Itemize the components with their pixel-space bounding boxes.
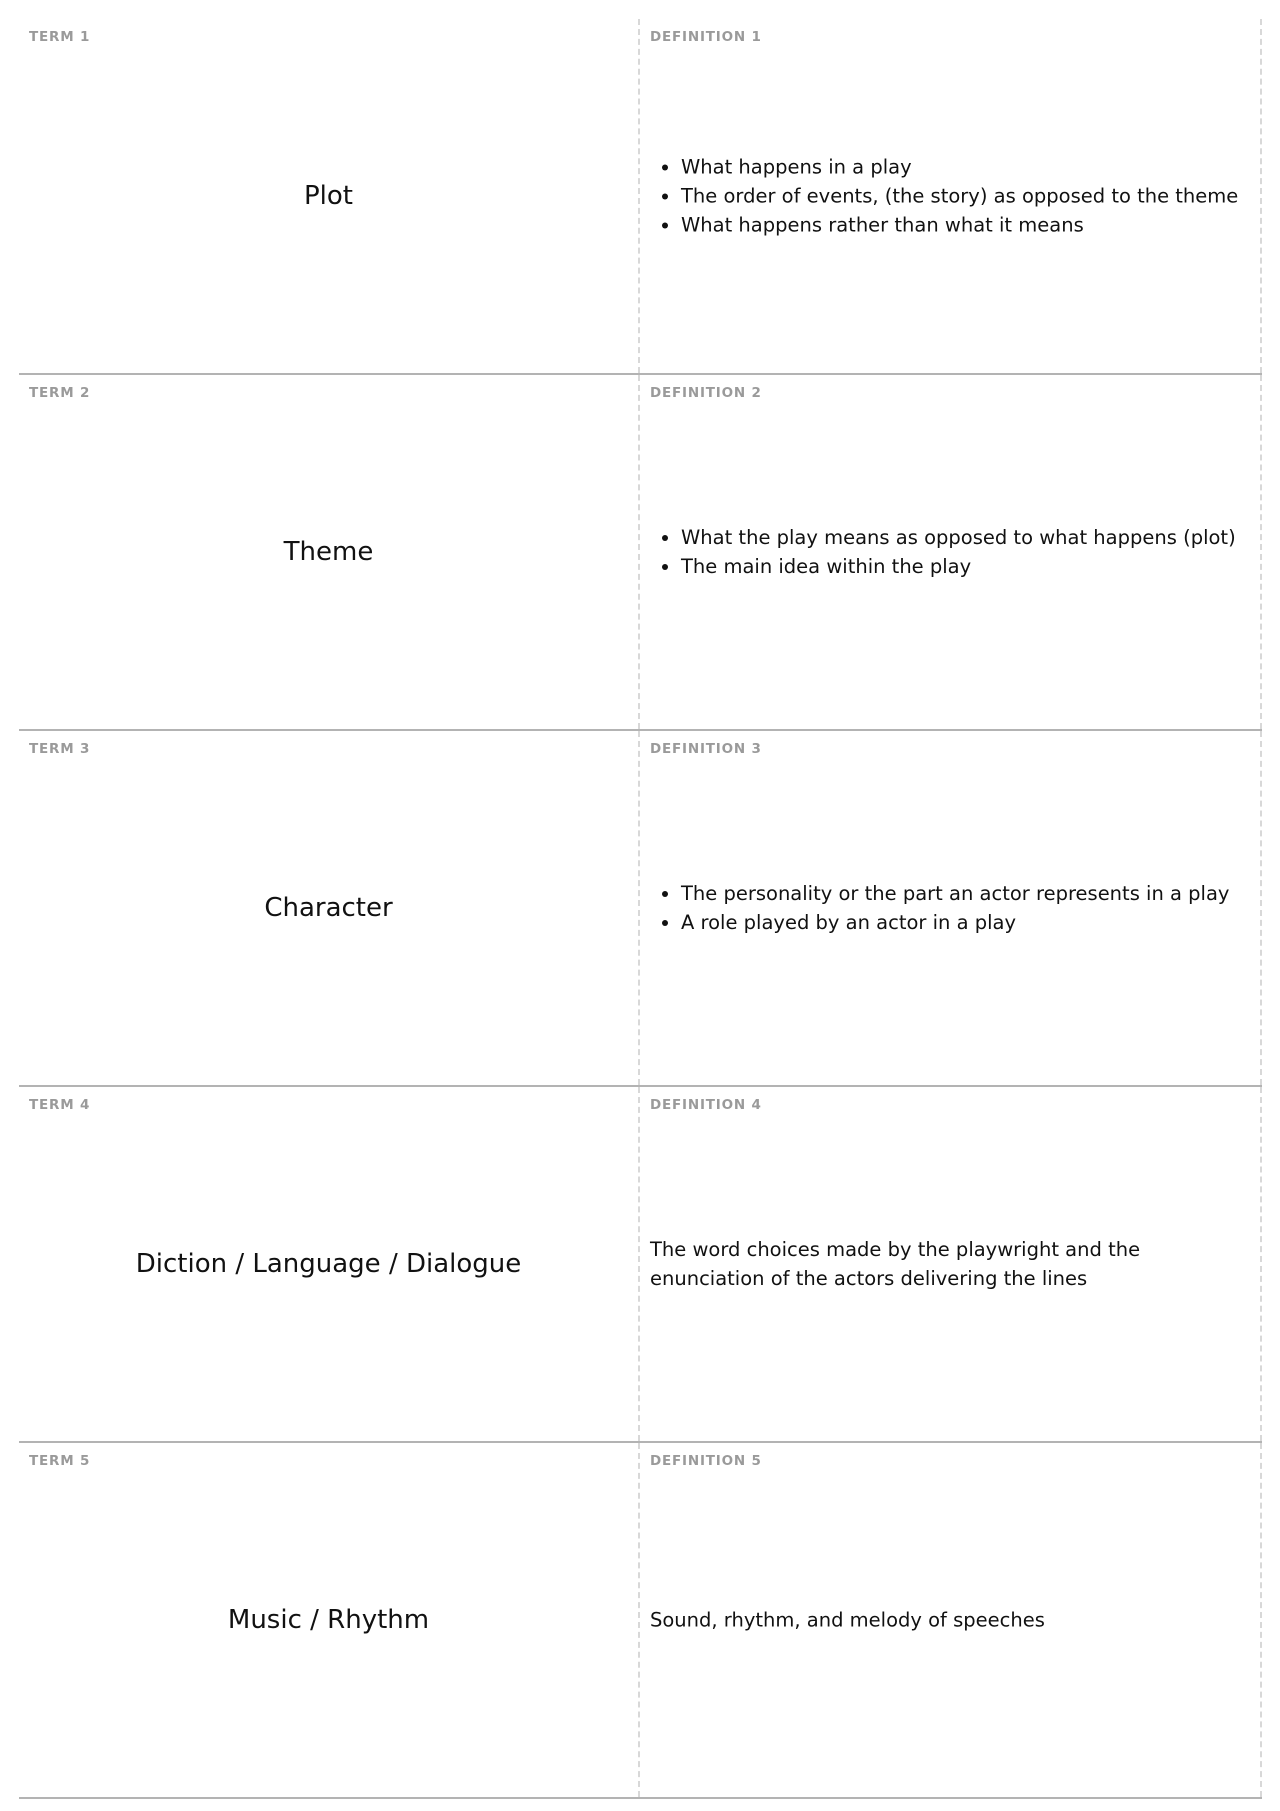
definition-list	[650, 523, 1250, 581]
definition-bullet: • What happens in a play	[681, 153, 1250, 182]
term-text: Character	[264, 893, 393, 923]
definition-cell	[640, 1443, 1262, 1797]
definition-cell	[640, 375, 1262, 729]
definition-content	[650, 1235, 1250, 1293]
term-text: Theme	[283, 537, 374, 567]
term-cell	[19, 19, 640, 373]
definition-text: The word choices made by the playwright and the enunciation of the actors delivering the lines	[650, 1238, 1141, 1290]
definition-bullet: • The order of events, (the story) as opposed to the theme	[681, 182, 1250, 211]
definition-bullet: • What the play means as opposed to what happens (plot)	[681, 523, 1250, 552]
definition-cell	[640, 19, 1262, 373]
definition-content	[650, 879, 1250, 937]
flashcard-row	[19, 1443, 1262, 1799]
definition-text: Sound, rhythm, and melody of speeches	[650, 1608, 1045, 1632]
definition-content	[650, 153, 1250, 240]
term-text: Music / Rhythm	[227, 1605, 430, 1635]
term-cell	[19, 375, 640, 729]
definition-bullet: • The main idea within the play	[681, 552, 1250, 581]
definition-label: DEFINITION 2	[650, 385, 762, 401]
flashcard-row	[19, 731, 1262, 1087]
term-cell	[19, 731, 640, 1085]
flashcard-row	[19, 375, 1262, 731]
definition-label: DEFINITION 3	[650, 741, 762, 757]
flashcard-row	[19, 19, 1262, 375]
term-label: TERM 5	[29, 1453, 91, 1469]
definition-cell	[640, 1087, 1262, 1441]
term-label: TERM 1	[29, 29, 91, 45]
term-cell	[19, 1087, 640, 1441]
definition-content	[650, 1606, 1250, 1635]
definition-bullet: • What happens rather than what it means	[681, 211, 1250, 240]
definition-bullet: • The personality or the part an actor represents in a play	[681, 879, 1250, 908]
term-label: TERM 3	[29, 741, 91, 757]
flashcard-row	[19, 1087, 1262, 1443]
definition-cell	[640, 731, 1262, 1085]
term-label: TERM 4	[29, 1097, 91, 1113]
definition-label: DEFINITION 4	[650, 1097, 762, 1113]
definition-bullet: • A role played by an actor in a play	[681, 908, 1250, 937]
flashcard-sheet	[19, 19, 1262, 1793]
definition-list	[650, 153, 1250, 240]
definition-content	[650, 523, 1250, 581]
definition-label: DEFINITION 1	[650, 29, 762, 45]
term-cell	[19, 1443, 640, 1797]
term-label: TERM 2	[29, 385, 91, 401]
term-text: Diction / Language / Dialogue	[135, 1249, 522, 1279]
term-text: Plot	[303, 181, 353, 211]
definition-label: DEFINITION 5	[650, 1453, 762, 1469]
definition-list	[650, 879, 1250, 937]
